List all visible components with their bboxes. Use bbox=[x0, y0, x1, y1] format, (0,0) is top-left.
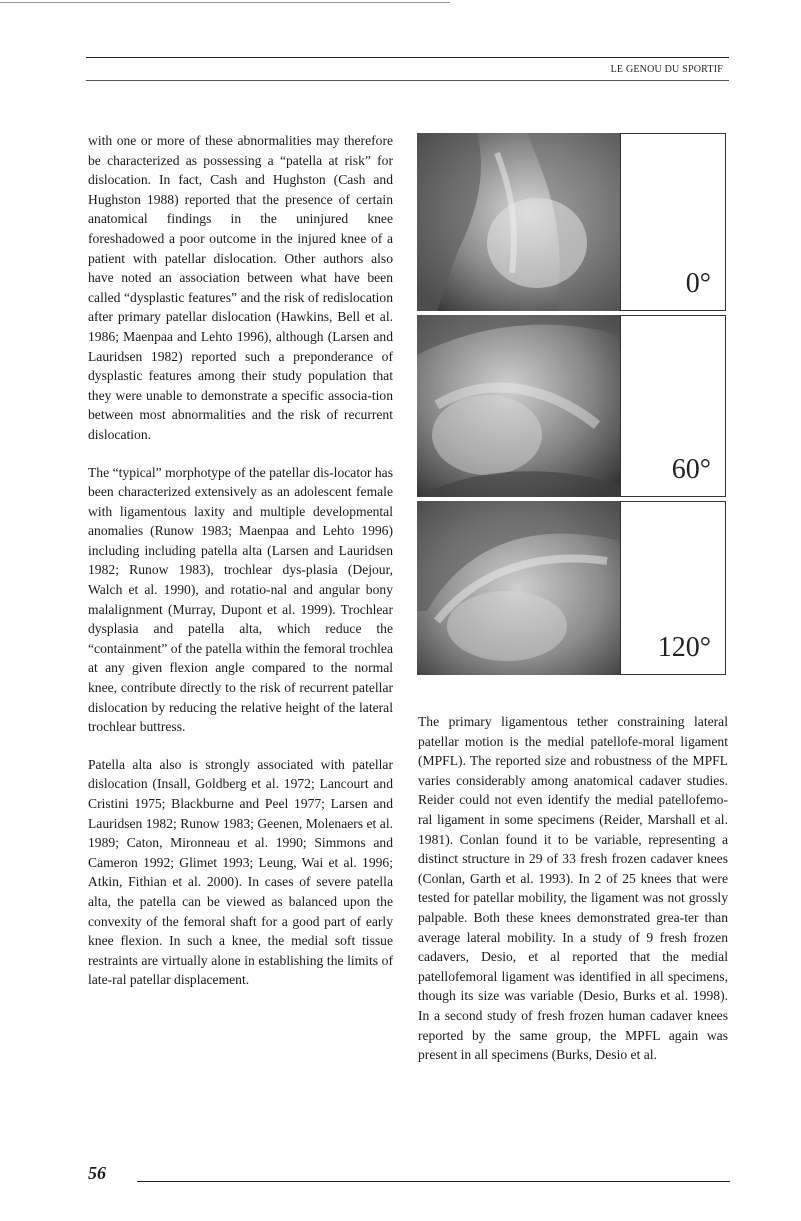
angle-label-box bbox=[620, 133, 726, 311]
header-rule-top bbox=[86, 57, 729, 58]
right-column bbox=[418, 712, 728, 1083]
running-head: LE GENOU DU SPORTIF bbox=[610, 64, 723, 75]
angle-label-60: 60° bbox=[671, 454, 711, 485]
knee-photo-60 bbox=[417, 315, 620, 497]
scan-top-line bbox=[0, 2, 450, 3]
paragraph: Patella alta also is strongly associated with patellar dislocation (Insall, Goldberg et al. 1972; Lancourt and Cristini 1975; Blackburne and Peel 1977; Larsen and Lauridsen 1982; Runow 1983; Geenen, Molenaers et al. 1989; Caton, Mironneau et al. 1990; Simmons and Cameron 1992; Glimet 1993; Leung, Wai et al. 1996; Atkin, Fithian et al. 2000). In cases of severe patella alta, the patella can be viewed as balanced upon the convexity of the femoral shaft for a good part of early knee flexion. In such a knee, the medial soft tissue restraints are virtually alone in establishing the limits of late-ral patellar displacement. bbox=[88, 756, 393, 988]
knee-photo-0 bbox=[417, 133, 620, 311]
angle-label-120: 120° bbox=[657, 632, 711, 663]
left-column bbox=[88, 131, 393, 1008]
page-number: 56 bbox=[88, 1163, 106, 1183]
figure-panel-0 bbox=[417, 133, 726, 311]
angle-label-box bbox=[620, 315, 726, 497]
knee-flexion-figure bbox=[415, 131, 728, 677]
figure-panel-60 bbox=[417, 315, 726, 497]
figure-panel-120 bbox=[417, 501, 726, 675]
angle-label-box bbox=[620, 501, 726, 675]
header-rule-bottom bbox=[86, 80, 729, 81]
footer-rule bbox=[137, 1181, 730, 1182]
knee-photo-120 bbox=[417, 501, 620, 675]
angle-label-0: 0° bbox=[685, 268, 711, 299]
paragraph: The primary ligamentous tether constraining lateral patellar motion is the medial patellofe-moral ligament (MPFL). The reported size and robustness of the MPFL varies considerably among anatomical cadaver studies. Reider could not even identify the medial patellofemo-ral ligament in some specimens (Reider, Marshall et al. 1981). Conlan found it to be variable, representing a distinct structure in 29 of 33 fresh frozen cadaver knees (Conlan, Garth et al. 1993). In 2 of 25 knees that were tested for patellar mobility, the ligament was not grossly palpable. Both these knees demonstrated grea-ter than average lateral mobility. In a study of 9 fresh frozen cadavers, Desio, et al reported that the medial patellofemoral ligament was identified in all specimens, though its size was variable (Desio, Burks et al. 1998). In a second study of fresh frozen human cadaver knees reported by the same group, the MPFL again was present in all specimens (Burks, Desio et al. bbox=[418, 714, 728, 1063]
paragraph: The “typical” morphotype of the patellar dis-locator has been characterized extensively as an adolescent female with ligamentous laxity and multiple developmental anomalies (Runow 1983; Maenpaa and Lehto 1996) including including patella alta (Larsen and Lauridsen 1982; Runow 1983), trochlear dys-plasia (Dejour, Walch et al. 1990), and rotatio-nal and angular bony malalignment (Murray, Dupont et al. 1999). Trochlear dysplasia and patella alta, which reduce the “containment” of the patella within the femoral trochlea at any given flexion angle compared to the normal knee, contribute directly to the risk of recurrent patellar dislocation by reducing the relative height of the lateral trochlear buttress. bbox=[88, 464, 393, 735]
paragraph: with one or more of these abnormalities may therefore be characterized as possessing a “patella at risk” for dislocation. In fact, Cash and Hughston (Cash and Hughston 1988) reported that the presence of certain anatomical findings in the uninjured knee foreshadowed a poor outcome in the injured knee of a patient with patellar dislocation. Other authors also have noted an association between what have been called “dysplastic features” and the risk of redislocation after primary patellar dislocation (Hawkins, Bell et al. 1986; Maenpaa and Lehto 1996), although (Larsen and Lauridsen 1982) reported such a preponderance of dysplastic features among their study population that they were unable to demonstrate a specific associa-tion between most abnormalities and the risk of recurrent dislocation. bbox=[88, 133, 393, 442]
